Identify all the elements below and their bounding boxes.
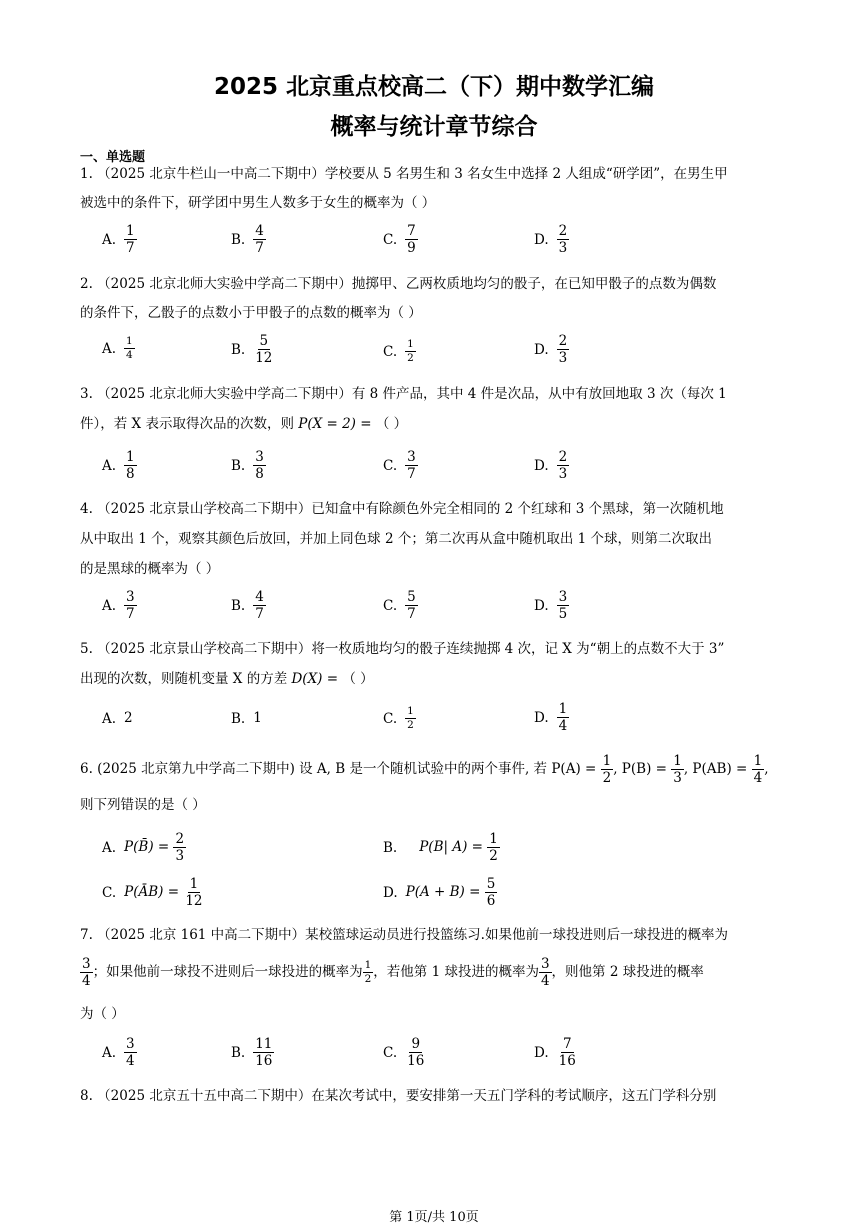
q4-option-c: C. $\frac{5}{7}$ [383, 589, 416, 623]
q6-option-c: C. P(ĀB) = $\frac{1}{12}$ [102, 876, 203, 910]
q7-stem-line2: $\frac{3}{4}$ ；如果他前一球投不进则后一球投进的概率为 $\frac{1}{2}$ ，若他第 1 球投进的概率为 $\frac{3}{4}$ ，则他第 2 球投进的概率 [82, 955, 704, 989]
q1-stem-line2: 被选中的条件下，研学团中男生人数多于女生的概率为（ ） [80, 195, 436, 211]
q2-stem-line1: 2. （2025 北京北师大实验中学高二下期中）抛掷甲、乙两枚质地均匀的骰子，在已知甲骰子的点数为偶数 [80, 276, 717, 292]
q3-stem-line2: 件），若 X 表示取得次品的次数，则 P(X = 2) = （ ） [80, 416, 408, 432]
q3-option-d: D. $\frac{2}{3}$ [534, 449, 568, 483]
q1-option-d: D. $\frac{2}{3}$ [534, 223, 568, 257]
q6-option-d: D. P(A + B) = $\frac{5}{6}$ [383, 876, 496, 910]
q1-option-a: A. $\frac{1}{7}$ [102, 223, 135, 257]
page-footer: 第 1页/共 10页 [389, 1210, 479, 1225]
section-heading: 一、单选题 [80, 150, 146, 165]
q6-option-a: A. P(B̄) = $\frac{2}{3}$ [102, 831, 185, 865]
q4-option-d: D. $\frac{3}{5}$ [534, 589, 568, 623]
q5-option-a: A. 2 [102, 710, 133, 727]
document-subtitle: 概率与统计章节综合 [330, 114, 538, 140]
q4-option-b: B. $\frac{4}{7}$ [231, 589, 264, 623]
q6-stem-line1: 6. (2025 北京第九中学高二下期中) 设 A, B 是一个随机试验中的两个事件, 若 P(A) = $\frac{1}{2}$ , P(B) = $\frac{1}{3}$ , P(AB) = $\frac{1}{4}$ , [80, 752, 769, 786]
q7-stem-line3: 为（ ） [80, 1006, 125, 1022]
q7-option-b: B. $\frac{11}{16}$ [231, 1036, 273, 1070]
q5-stem-line1: 5. （2025 北京景山学校高二下期中）将一枚质地均匀的骰子连续抛掷 4 次，记 X 为“朝上的点数不大于 3” [80, 641, 725, 657]
q5-option-c: C. $\frac{1}{2}$ [383, 705, 414, 732]
q3-stem-line1: 3. （2025 北京北师大实验中学高二下期中）有 8 件产品，其中 4 件是次品，从中有放回地取 3 次（每次 1 [80, 386, 727, 402]
q6-stem-line2: 则下列错误的是（ ） [80, 797, 206, 813]
q4-option-a: A. $\frac{3}{7}$ [102, 589, 135, 623]
q6-option-b: B. P(B| A) = $\frac{1}{2}$ [383, 831, 498, 865]
q7-stem-line1: 7. （2025 北京 161 中高二下期中）某校篮球运动员进行投篮练习.如果他前一球投进则后一球投进的概率为 [80, 927, 728, 943]
q7-option-a: A. $\frac{3}{4}$ [102, 1036, 135, 1070]
q3-formula: P(X = 2) = [298, 416, 372, 432]
q8-stem-line1: 8. （2025 北京五十五中高二下期中）在某次考试中，要安排第一天五门学科的考试顺序，这五门学科分别 [80, 1088, 717, 1104]
q2-option-a: A. $\frac{1}{4}$ [102, 335, 133, 362]
q7-option-c: C. $\frac{9}{16}$ [383, 1036, 425, 1070]
q4-stem-line2: 从中取出 1 个，观察其颜色后放回，并加上同色球 2 个；第二次再从盒中随机取出 1 个球，则第二次取出 [80, 531, 713, 547]
q7-option-d: D. $\frac{7}{16}$ [534, 1036, 576, 1070]
q3-option-a: A. $\frac{1}{8}$ [102, 449, 135, 483]
q5-option-d: D. $\frac{1}{4}$ [534, 701, 568, 735]
q4-stem-line3: 的是黑球的概率为（ ） [80, 561, 220, 577]
q2-stem-line2: 的条件下，乙骰子的点数小于甲骰子的点数的概率为（ ） [80, 305, 422, 321]
q2-option-b: B. $\frac{5}{12}$ [231, 333, 273, 367]
q1-option-b: B. $\frac{4}{7}$ [231, 223, 264, 257]
q2-option-d: D. $\frac{2}{3}$ [534, 333, 568, 367]
document-title: 2025 北京重点校高二（下）期中数学汇编 [213, 74, 655, 100]
q3-option-b: B. $\frac{3}{8}$ [231, 449, 264, 483]
q5-formula: D(X) = [291, 671, 339, 687]
q1-stem-line1: 1. （2025 北京牛栏山一中高二下期中）学校要从 5 名男生和 3 名女生中选择 2 人组成“研学团”，在男生甲 [80, 166, 728, 182]
q3-option-c: C. $\frac{3}{7}$ [383, 449, 416, 483]
q5-option-b: B. 1 [231, 710, 262, 727]
q2-option-c: C. $\frac{1}{2}$ [383, 338, 414, 365]
q5-stem-line2: 出现的次数，则随机变量 X 的方差 D(X) = （ ） [80, 671, 374, 687]
q4-stem-line1: 4. （2025 北京景山学校高二下期中）已知盒中有除颜色外完全相同的 2 个红球和 3 个黑球，第一次随机地 [80, 501, 724, 517]
q1-option-c: C. $\frac{7}{9}$ [383, 223, 416, 257]
